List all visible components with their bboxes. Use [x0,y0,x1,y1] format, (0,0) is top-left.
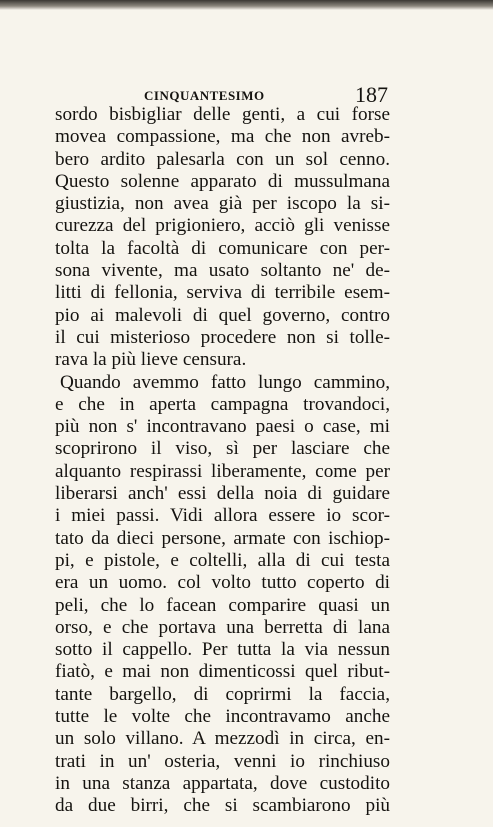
text-line: alquanto respirassi liberamente, come per [55,460,390,482]
text-line: i miei passi. Vidi allora essere io scor- [55,505,390,527]
paragraph-end-line: rava la più lieve censura. [55,349,247,371]
text-line: fiatò, e mai non dimenticossi quel ribut- [55,661,390,683]
paragraph-start-line: Quando avemmo fatto lungo cammino, [60,371,390,393]
text-line: litti di fellonia, serviva di terribile esem- [55,282,390,304]
text-line: orso, e che portava una berretta di lana [55,616,390,638]
page-top-edge [0,0,493,10]
text-line: trati in un' osteria, venni io rinchiuso [55,750,390,772]
text-line: tato da dieci persone, armate con ischiop- [55,527,390,549]
text-line: e che in aperta campagna trovandoci, [55,393,390,415]
text-line: da due birri, che si scambiarono più [55,795,390,817]
text-line: era un uomo. col volto tutto coperto di [55,572,390,594]
text-line: giustizia, non avea già per iscopo la si- [55,193,390,215]
page-header [56,82,388,106]
text-line: pi, e pistole, e coltelli, alla di cui testa [55,549,390,571]
text-line: bero ardito palesarla con un sol cenno. [55,148,390,170]
text-line: un solo villano. A mezzodì in circa, en- [55,728,390,750]
text-line: peli, che lo facean comparire quasi un [55,594,390,616]
text-line: movea compassione, ma che non avreb- [55,126,390,148]
text-line: sona vivente, ma usato soltanto ne' de- [55,260,390,282]
text-line: pio ai malevoli di quel governo, contro [55,304,390,326]
text-line: scoprirono il viso, sì per lasciare che [55,438,390,460]
text-line: in una stanza appartata, dove custodito [55,772,390,794]
text-line: tante bargello, di coprirmi la faccia, [55,683,390,705]
text-line: tolta la facoltà di comunicare con per- [55,237,390,259]
body-text [55,104,390,818]
text-line: sordo bisbigliar delle genti, a cui forse [55,104,390,125]
text-line: tutte le volte che incontravamo anche [55,706,390,728]
text-line: più non s' incontravano paesi o case, mi [55,416,390,438]
text-line: Questo solenne apparato di mussulmana [55,170,390,192]
page-number: 187 [355,82,388,107]
text-line: curezza del prigioniero, acciò gli venisse [55,215,390,237]
text-line: il cui misterioso procedere non si tolle- [55,326,390,348]
text-line: sotto il cappello. Per tutta la via nessun [55,639,390,661]
running-head: CINQUANTESIMO [144,88,265,103]
text-line: liberarsi anch' essi della noia di guidare [55,483,390,505]
